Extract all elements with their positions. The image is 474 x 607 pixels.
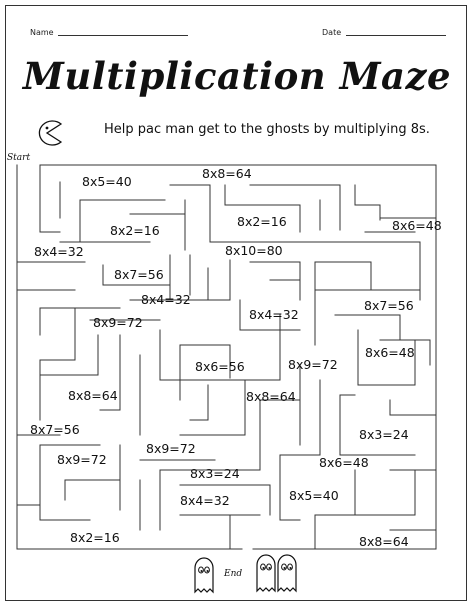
equation-label: 8x6=48 <box>365 345 415 360</box>
equation-label: 8x2=16 <box>237 214 287 229</box>
equation-label: 8x8=64 <box>202 166 252 181</box>
equation-label: 8x6=56 <box>195 359 245 374</box>
equation-label: 8x4=32 <box>141 292 191 307</box>
instructions-text: Help pac man get to the ghosts by multiplying 8s. <box>104 122 430 137</box>
worksheet-title: Multiplication Maze <box>22 54 452 98</box>
equation-label: 8x7=56 <box>114 267 164 282</box>
equation-label: 8x7=56 <box>364 298 414 313</box>
equation-label: 8x4=32 <box>180 493 230 508</box>
equation-label: 8x6=48 <box>319 455 369 470</box>
ghost-icon <box>276 553 298 593</box>
equation-label: 8x9=72 <box>93 315 143 330</box>
date-label: Date <box>322 28 342 37</box>
equation-label: 8x4=32 <box>249 307 299 322</box>
equation-label: 8x9=72 <box>57 452 107 467</box>
equation-label: 8x2=16 <box>110 223 160 238</box>
equation-label: 8x3=24 <box>190 466 240 481</box>
equation-label: 8x4=32 <box>34 244 84 259</box>
equation-label: 8x8=64 <box>68 388 118 403</box>
equation-label: 8x10=80 <box>225 243 283 258</box>
ghost-icon <box>193 556 215 594</box>
equation-label: 8x3=24 <box>359 427 409 442</box>
equation-label: 8x7=56 <box>30 422 80 437</box>
start-label: Start <box>7 153 31 163</box>
ghost-icon <box>255 553 277 593</box>
equation-label: 8x5=40 <box>289 488 339 503</box>
equation-label: 8x5=40 <box>82 174 132 189</box>
equation-label: 8x8=64 <box>246 389 296 404</box>
equation-label: 8x2=16 <box>70 530 120 545</box>
equation-label: 8x8=64 <box>359 534 409 549</box>
end-label: End <box>224 569 243 579</box>
equation-label: 8x9=72 <box>146 441 196 456</box>
equation-label: 8x6=48 <box>392 218 442 233</box>
name-label: Name <box>30 28 54 37</box>
equation-label: 8x9=72 <box>288 357 338 372</box>
